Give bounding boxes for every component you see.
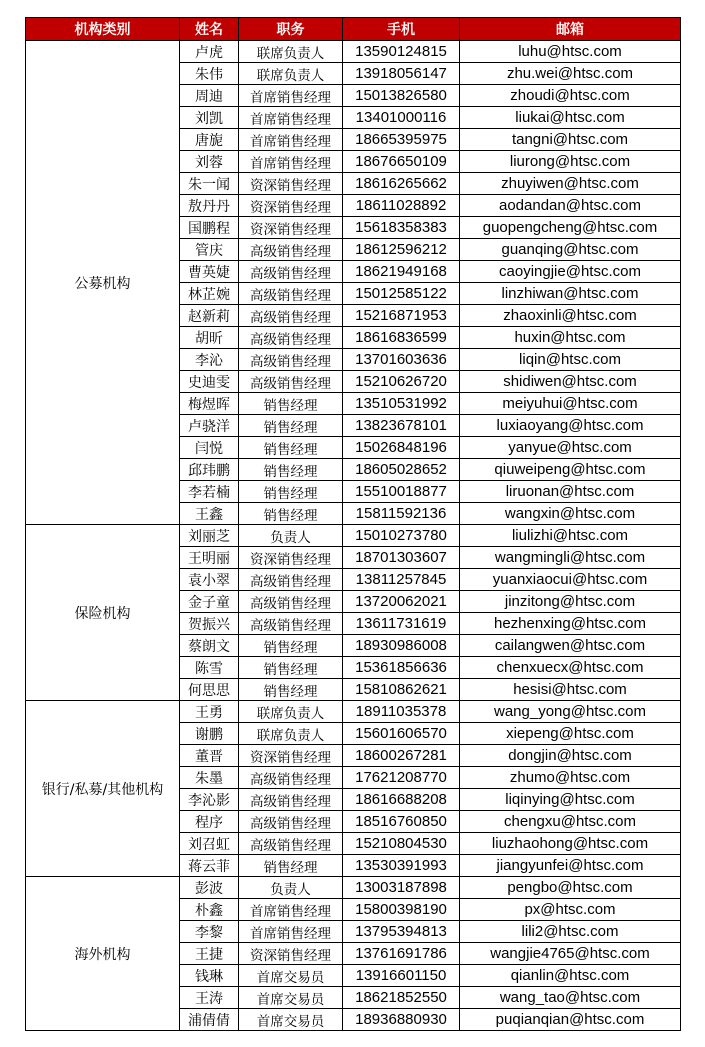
email-cell: aodandan@htsc.com bbox=[460, 195, 681, 217]
name-cell: 袁小翠 bbox=[180, 569, 239, 591]
phone-cell: 18612596212 bbox=[343, 239, 460, 261]
phone-cell: 13811257845 bbox=[343, 569, 460, 591]
name-cell: 闫悦 bbox=[180, 437, 239, 459]
email-cell: chengxu@htsc.com bbox=[460, 811, 681, 833]
email-cell: guanqing@htsc.com bbox=[460, 239, 681, 261]
name-cell: 钱琳 bbox=[180, 965, 239, 987]
phone-cell: 13823678101 bbox=[343, 415, 460, 437]
name-cell: 王涛 bbox=[180, 987, 239, 1009]
email-cell: pengbo@htsc.com bbox=[460, 877, 681, 899]
title-cell: 高级销售经理 bbox=[239, 789, 343, 811]
email-cell: qianlin@htsc.com bbox=[460, 965, 681, 987]
phone-cell: 15361856636 bbox=[343, 657, 460, 679]
title-cell: 首席交易员 bbox=[239, 987, 343, 1009]
email-cell: xiepeng@htsc.com bbox=[460, 723, 681, 745]
email-cell: shidiwen@htsc.com bbox=[460, 371, 681, 393]
phone-cell: 13530391993 bbox=[343, 855, 460, 877]
title-cell: 销售经理 bbox=[239, 679, 343, 701]
email-cell: px@htsc.com bbox=[460, 899, 681, 921]
email-cell: lili2@htsc.com bbox=[460, 921, 681, 943]
email-cell: liulizhi@htsc.com bbox=[460, 525, 681, 547]
email-cell: hezhenxing@htsc.com bbox=[460, 613, 681, 635]
phone-cell: 15510018877 bbox=[343, 481, 460, 503]
phone-cell: 18605028652 bbox=[343, 459, 460, 481]
name-cell: 李若楠 bbox=[180, 481, 239, 503]
email-cell: zhu.wei@htsc.com bbox=[460, 63, 681, 85]
phone-cell: 18936880930 bbox=[343, 1009, 460, 1031]
email-cell: guopengcheng@htsc.com bbox=[460, 217, 681, 239]
name-cell: 国鹏程 bbox=[180, 217, 239, 239]
name-cell: 李沁 bbox=[180, 349, 239, 371]
email-cell: liukai@htsc.com bbox=[460, 107, 681, 129]
name-cell: 董晋 bbox=[180, 745, 239, 767]
title-cell: 首席销售经理 bbox=[239, 85, 343, 107]
email-cell: luhu@htsc.com bbox=[460, 41, 681, 63]
title-cell: 联席负责人 bbox=[239, 701, 343, 723]
phone-cell: 18701303607 bbox=[343, 547, 460, 569]
name-cell: 卢虎 bbox=[180, 41, 239, 63]
phone-cell: 13795394813 bbox=[343, 921, 460, 943]
title-cell: 负责人 bbox=[239, 877, 343, 899]
email-cell: liqin@htsc.com bbox=[460, 349, 681, 371]
title-cell: 资深销售经理 bbox=[239, 195, 343, 217]
email-cell: caoyingjie@htsc.com bbox=[460, 261, 681, 283]
name-cell: 梅煜晖 bbox=[180, 393, 239, 415]
name-cell: 管庆 bbox=[180, 239, 239, 261]
name-cell: 何思思 bbox=[180, 679, 239, 701]
contact-table bbox=[25, 17, 681, 1031]
phone-cell: 18616688208 bbox=[343, 789, 460, 811]
title-cell: 高级销售经理 bbox=[239, 349, 343, 371]
title-cell: 销售经理 bbox=[239, 481, 343, 503]
title-cell: 销售经理 bbox=[239, 855, 343, 877]
name-cell: 金子童 bbox=[180, 591, 239, 613]
phone-cell: 15010273780 bbox=[343, 525, 460, 547]
name-cell: 邱玮鹏 bbox=[180, 459, 239, 481]
name-cell: 王勇 bbox=[180, 701, 239, 723]
phone-cell: 18600267281 bbox=[343, 745, 460, 767]
name-cell: 李沁影 bbox=[180, 789, 239, 811]
phone-cell: 15210804530 bbox=[343, 833, 460, 855]
name-cell: 蒋云菲 bbox=[180, 855, 239, 877]
title-cell: 销售经理 bbox=[239, 657, 343, 679]
name-cell: 刘凯 bbox=[180, 107, 239, 129]
email-cell: liruonan@htsc.com bbox=[460, 481, 681, 503]
name-cell: 朴鑫 bbox=[180, 899, 239, 921]
title-cell: 资深销售经理 bbox=[239, 217, 343, 239]
name-cell: 朱墨 bbox=[180, 767, 239, 789]
name-cell: 刘蓉 bbox=[180, 151, 239, 173]
name-cell: 朱一闻 bbox=[180, 173, 239, 195]
phone-cell: 13611731619 bbox=[343, 613, 460, 635]
email-cell: dongjin@htsc.com bbox=[460, 745, 681, 767]
email-cell: zhoudi@htsc.com bbox=[460, 85, 681, 107]
phone-cell: 15216871953 bbox=[343, 305, 460, 327]
email-cell: cailangwen@htsc.com bbox=[460, 635, 681, 657]
header-category: 机构类别 bbox=[26, 18, 180, 41]
title-cell: 负责人 bbox=[239, 525, 343, 547]
table-row bbox=[26, 525, 681, 547]
name-cell: 彭波 bbox=[180, 877, 239, 899]
email-cell: huxin@htsc.com bbox=[460, 327, 681, 349]
name-cell: 王明丽 bbox=[180, 547, 239, 569]
category-cell: 公募机构 bbox=[26, 41, 180, 525]
title-cell: 销售经理 bbox=[239, 503, 343, 525]
phone-cell: 13916601150 bbox=[343, 965, 460, 987]
phone-cell: 13510531992 bbox=[343, 393, 460, 415]
header-email: 邮箱 bbox=[460, 18, 681, 41]
phone-cell: 18611028892 bbox=[343, 195, 460, 217]
title-cell: 首席销售经理 bbox=[239, 129, 343, 151]
table-row bbox=[26, 877, 681, 899]
email-cell: linzhiwan@htsc.com bbox=[460, 283, 681, 305]
email-cell: jinzitong@htsc.com bbox=[460, 591, 681, 613]
title-cell: 销售经理 bbox=[239, 393, 343, 415]
email-cell: wang_yong@htsc.com bbox=[460, 701, 681, 723]
name-cell: 浦倩倩 bbox=[180, 1009, 239, 1031]
email-cell: liurong@htsc.com bbox=[460, 151, 681, 173]
name-cell: 林芷婉 bbox=[180, 283, 239, 305]
title-cell: 销售经理 bbox=[239, 635, 343, 657]
title-cell: 首席销售经理 bbox=[239, 151, 343, 173]
title-cell: 首席交易员 bbox=[239, 965, 343, 987]
phone-cell: 15800398190 bbox=[343, 899, 460, 921]
name-cell: 李黎 bbox=[180, 921, 239, 943]
category-cell: 海外机构 bbox=[26, 877, 180, 1031]
title-cell: 高级销售经理 bbox=[239, 613, 343, 635]
phone-cell: 15601606570 bbox=[343, 723, 460, 745]
name-cell: 谢鹏 bbox=[180, 723, 239, 745]
phone-cell: 18676650109 bbox=[343, 151, 460, 173]
phone-cell: 15013826580 bbox=[343, 85, 460, 107]
header-title: 职务 bbox=[239, 18, 343, 41]
email-cell: puqianqian@htsc.com bbox=[460, 1009, 681, 1031]
title-cell: 高级销售经理 bbox=[239, 305, 343, 327]
title-cell: 高级销售经理 bbox=[239, 239, 343, 261]
header-name: 姓名 bbox=[180, 18, 239, 41]
phone-cell: 15012585122 bbox=[343, 283, 460, 305]
header-row bbox=[26, 18, 681, 41]
name-cell: 赵新莉 bbox=[180, 305, 239, 327]
phone-cell: 13720062021 bbox=[343, 591, 460, 613]
phone-cell: 13918056147 bbox=[343, 63, 460, 85]
title-cell: 销售经理 bbox=[239, 459, 343, 481]
phone-cell: 13401000116 bbox=[343, 107, 460, 129]
title-cell: 首席销售经理 bbox=[239, 107, 343, 129]
name-cell: 朱伟 bbox=[180, 63, 239, 85]
phone-cell: 15810862621 bbox=[343, 679, 460, 701]
name-cell: 曹英婕 bbox=[180, 261, 239, 283]
email-cell: liqinying@htsc.com bbox=[460, 789, 681, 811]
table-body bbox=[26, 41, 681, 1031]
phone-cell: 18665395975 bbox=[343, 129, 460, 151]
email-cell: zhumo@htsc.com bbox=[460, 767, 681, 789]
email-cell: tangni@htsc.com bbox=[460, 129, 681, 151]
name-cell: 敖丹丹 bbox=[180, 195, 239, 217]
phone-cell: 18516760850 bbox=[343, 811, 460, 833]
name-cell: 陈雪 bbox=[180, 657, 239, 679]
title-cell: 高级销售经理 bbox=[239, 591, 343, 613]
title-cell: 资深销售经理 bbox=[239, 745, 343, 767]
title-cell: 首席销售经理 bbox=[239, 899, 343, 921]
title-cell: 高级销售经理 bbox=[239, 261, 343, 283]
email-cell: luxiaoyang@htsc.com bbox=[460, 415, 681, 437]
title-cell: 高级销售经理 bbox=[239, 767, 343, 789]
email-cell: liuzhaohong@htsc.com bbox=[460, 833, 681, 855]
title-cell: 高级销售经理 bbox=[239, 283, 343, 305]
title-cell: 首席交易员 bbox=[239, 1009, 343, 1031]
title-cell: 资深销售经理 bbox=[239, 173, 343, 195]
email-cell: yuanxiaocui@htsc.com bbox=[460, 569, 681, 591]
title-cell: 高级销售经理 bbox=[239, 371, 343, 393]
phone-cell: 18616836599 bbox=[343, 327, 460, 349]
email-cell: wangxin@htsc.com bbox=[460, 503, 681, 525]
phone-cell: 15210626720 bbox=[343, 371, 460, 393]
name-cell: 刘召虹 bbox=[180, 833, 239, 855]
phone-cell: 18616265662 bbox=[343, 173, 460, 195]
title-cell: 联席负责人 bbox=[239, 63, 343, 85]
title-cell: 首席销售经理 bbox=[239, 921, 343, 943]
phone-cell: 17621208770 bbox=[343, 767, 460, 789]
phone-cell: 13761691786 bbox=[343, 943, 460, 965]
title-cell: 销售经理 bbox=[239, 415, 343, 437]
phone-cell: 13701603636 bbox=[343, 349, 460, 371]
email-cell: chenxuecx@htsc.com bbox=[460, 657, 681, 679]
category-cell: 保险机构 bbox=[26, 525, 180, 701]
title-cell: 资深销售经理 bbox=[239, 547, 343, 569]
email-cell: yanyue@htsc.com bbox=[460, 437, 681, 459]
phone-cell: 13003187898 bbox=[343, 877, 460, 899]
email-cell: zhaoxinli@htsc.com bbox=[460, 305, 681, 327]
title-cell: 联席负责人 bbox=[239, 41, 343, 63]
name-cell: 周迪 bbox=[180, 85, 239, 107]
email-cell: wangjie4765@htsc.com bbox=[460, 943, 681, 965]
email-cell: qiuweipeng@htsc.com bbox=[460, 459, 681, 481]
email-cell: wangmingli@htsc.com bbox=[460, 547, 681, 569]
phone-cell: 18621949168 bbox=[343, 261, 460, 283]
email-cell: meiyuhui@htsc.com bbox=[460, 393, 681, 415]
title-cell: 高级销售经理 bbox=[239, 811, 343, 833]
title-cell: 高级销售经理 bbox=[239, 569, 343, 591]
phone-cell: 18911035378 bbox=[343, 701, 460, 723]
name-cell: 蔡朗文 bbox=[180, 635, 239, 657]
title-cell: 高级销售经理 bbox=[239, 327, 343, 349]
email-cell: jiangyunfei@htsc.com bbox=[460, 855, 681, 877]
phone-cell: 15026848196 bbox=[343, 437, 460, 459]
email-cell: zhuyiwen@htsc.com bbox=[460, 173, 681, 195]
phone-cell: 18930986008 bbox=[343, 635, 460, 657]
name-cell: 王鑫 bbox=[180, 503, 239, 525]
name-cell: 卢骁洋 bbox=[180, 415, 239, 437]
name-cell: 王捷 bbox=[180, 943, 239, 965]
phone-cell: 15811592136 bbox=[343, 503, 460, 525]
name-cell: 唐旎 bbox=[180, 129, 239, 151]
email-cell: wang_tao@htsc.com bbox=[460, 987, 681, 1009]
title-cell: 销售经理 bbox=[239, 437, 343, 459]
name-cell: 贺振兴 bbox=[180, 613, 239, 635]
email-cell: hesisi@htsc.com bbox=[460, 679, 681, 701]
phone-cell: 13590124815 bbox=[343, 41, 460, 63]
name-cell: 程序 bbox=[180, 811, 239, 833]
title-cell: 高级销售经理 bbox=[239, 833, 343, 855]
name-cell: 刘丽芝 bbox=[180, 525, 239, 547]
title-cell: 联席负责人 bbox=[239, 723, 343, 745]
title-cell: 资深销售经理 bbox=[239, 943, 343, 965]
category-cell: 银行/私募/其他机构 bbox=[26, 701, 180, 877]
header-phone: 手机 bbox=[343, 18, 460, 41]
name-cell: 史迪雯 bbox=[180, 371, 239, 393]
phone-cell: 15618358383 bbox=[343, 217, 460, 239]
table-row bbox=[26, 41, 681, 63]
table-row bbox=[26, 701, 681, 723]
phone-cell: 18621852550 bbox=[343, 987, 460, 1009]
name-cell: 胡昕 bbox=[180, 327, 239, 349]
